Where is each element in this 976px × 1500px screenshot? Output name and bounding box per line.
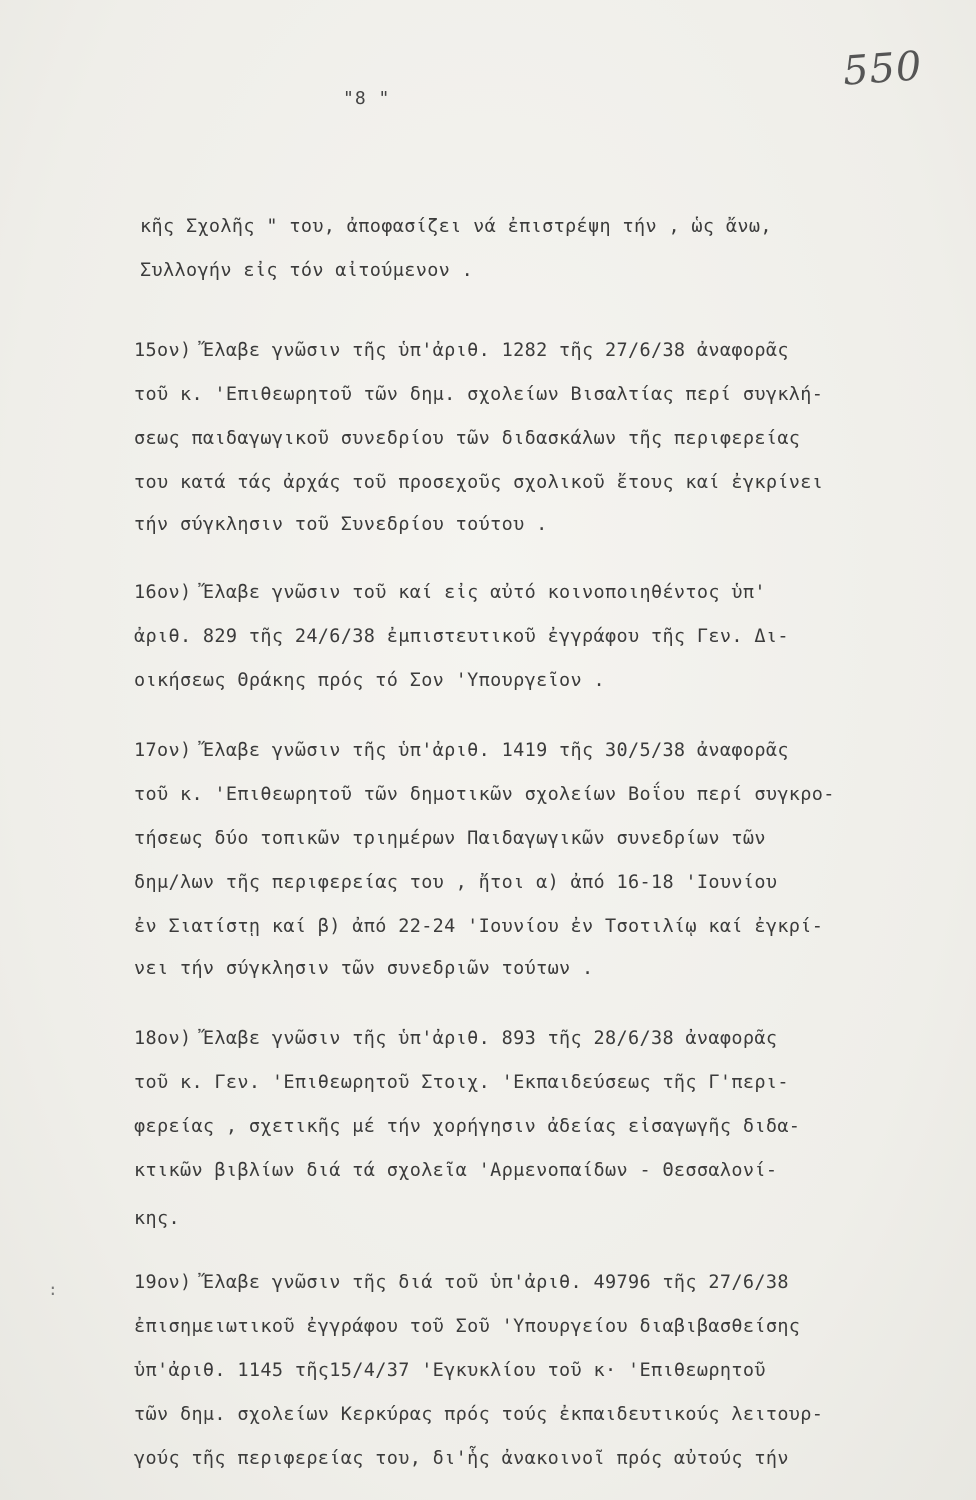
margin-mark: : (48, 1280, 58, 1299)
text-line: 17ον) Ἔλαβε γνῶσιν τῆς ὑπ'ἀριθ. 1419 τῆς 30/5/38 ἀναφορᾶς (134, 740, 789, 761)
text-line: σεως παιδαγωγικοῦ συνεδρίου τῶν διδασκάλων τῆς περιφερείας (134, 428, 801, 449)
text-line: τήσεως δύο τοπικῶν τριημέρων Παιδαγωγικῶν συνεδρίων τῶν (134, 828, 766, 849)
text-line: τοῦ κ. 'Επιθεωρητοῦ τῶν δημ. σχολείων Βισαλτίας περί συγκλή- (134, 384, 824, 405)
text-line: γούς τῆς περιφερείας του, δι'ἧς ἀνακοινοῖ πρός αὐτούς τήν (134, 1448, 789, 1469)
text-line: τήν σύγκλησιν τοῦ Συνεδρίου τούτου . (134, 514, 548, 535)
text-line: δημ/λων τῆς περιφερείας του , ἤτοι α) ἀπό 16-18 'Ιουνίου (134, 872, 778, 893)
text-line: του κατά τάς ἀρχάς τοῦ προσεχοῦς σχολικοῦ ἔτους καί ἐγκρίνει (134, 472, 824, 493)
text-line: τῶν δημ. σχολείων Κερκύρας πρός τούς ἐκπαιδευτικούς λειτουρ- (134, 1404, 824, 1425)
text-line: 16ον) Ἔλαβε γνῶσιν τοῦ καί εἰς αὐτό κοινοποιηθέντος ὑπ' (134, 582, 766, 603)
text-line: 19ον) Ἔλαβε γνῶσιν τῆς διά τοῦ ὑπ'ἀριθ. 49796 τῆς 27/6/38 (134, 1272, 789, 1293)
text-line: τοῦ κ. 'Επιθεωρητοῦ τῶν δημοτικῶν σχολείων Βοΐου περί συγκρο- (134, 784, 835, 805)
text-line: φερείας , σχετικῆς μέ τήν χορήγησιν ἀδείας εἰσαγωγῆς διδα- (134, 1116, 801, 1137)
text-line: τοῦ κ. Γεν. 'Επιθεωρητοῦ Στοιχ. 'Εκπαιδεύσεως τῆς Γ'περι- (134, 1072, 789, 1093)
text-line: νει τήν σύγκλησιν τῶν συνεδριῶν τούτων . (134, 958, 594, 979)
text-line: κῆς Σχολῆς " του, ἀποφασίζει νά ἐπιστρέψη τήν , ὡς ἄνω, (140, 216, 772, 237)
text-line: κης. (134, 1208, 180, 1229)
text-line: οικήσεως Θράκης πρός τό Σον 'Υπουργεῖον . (134, 670, 606, 691)
text-line: ὑπ'ἀριθ. 1145 τῆς15/4/37 'Εγκυκλίου τοῦ κ· 'Επιθεωρητοῦ (134, 1360, 766, 1381)
text-line: 15ον) Ἔλαβε γνῶσιν τῆς ὑπ'ἀριθ. 1282 τῆς 27/6/38 ἀναφορᾶς (134, 340, 789, 361)
text-line: Συλλογήν εἰς τόν αἰτούμενον . (140, 260, 474, 281)
text-line: ἐπισημειωτικοῦ ἐγγράφου τοῦ Σοῦ 'Υπουργείου διαβιβασθείσης (134, 1316, 801, 1337)
text-line: ἀριθ. 829 τῆς 24/6/38 ἐμπιστευτικοῦ ἐγγράφου τῆς Γεν. Δι- (134, 626, 789, 647)
folio-number: 550 (841, 43, 924, 95)
text-line: κτικῶν βιβλίων διά τά σχολεῖα 'Αρμενοπαίδων - Θεσσαλονί- (134, 1160, 778, 1181)
text-line: ἐν Σιατίστῃ καί β) ἀπό 22-24 'Ιουνίου ἐν Τσοτιλίῳ καί ἐγκρί- (134, 916, 824, 937)
page-number: "8 " (343, 88, 391, 109)
text-line: 18ον) Ἔλαβε γνῶσιν τῆς ὑπ'ἀριθ. 893 τῆς 28/6/38 ἀναφορᾶς (134, 1028, 778, 1049)
